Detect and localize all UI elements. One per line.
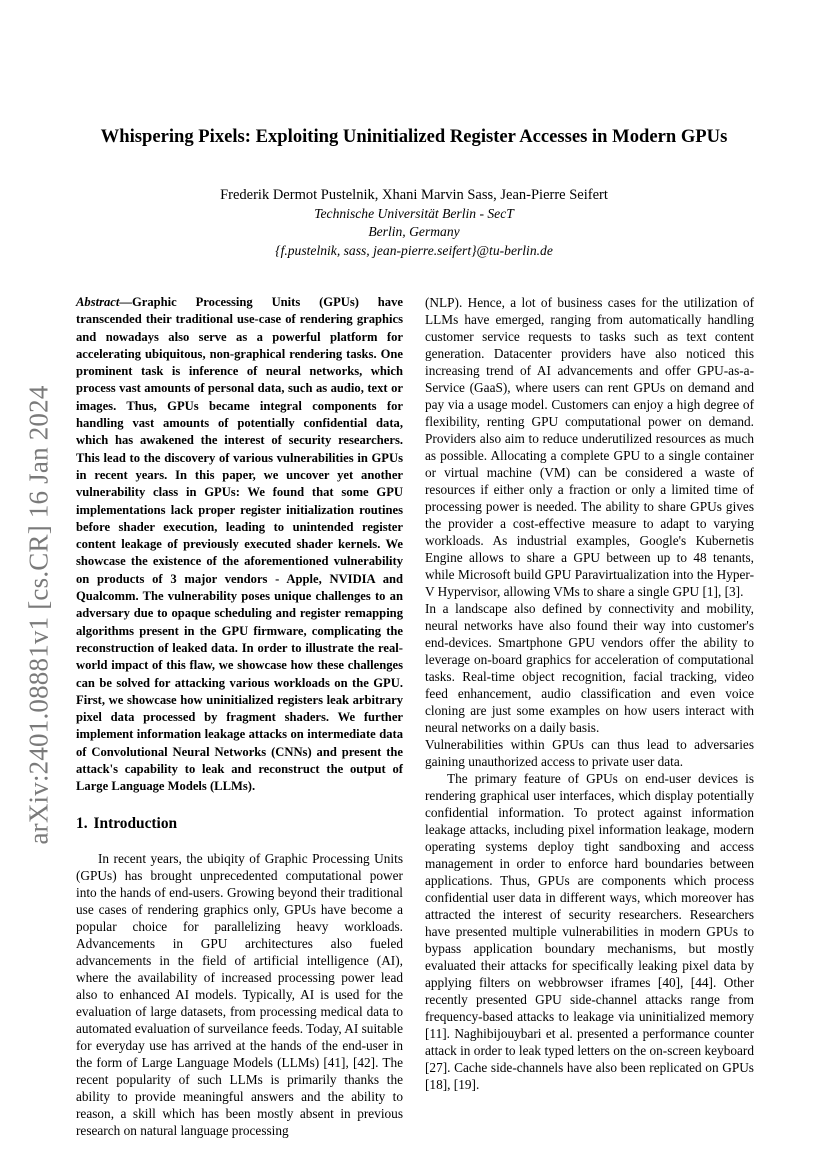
section-number: 1. bbox=[76, 814, 88, 832]
author-location: Berlin, Germany bbox=[368, 224, 460, 240]
section-heading bbox=[76, 815, 403, 832]
section-title: Introduction bbox=[93, 814, 178, 832]
abstract-text: —Graphic Processing Units (GPUs) have transcended their traditional use-case of rendering graphics and nowadays also serve as a powerful platform for accelerating ubiquitous, non-graphical rendering tasks. One prominent task is inference of neural networks, which process vast amounts of personal data, such as audio, text or images. Thus, GPUs became integral components for handling vast amounts of potentially confidential data, which has awakened the interest of security researchers. This lead to the discovery of various vulnerabilities in GPUs in recent years. In this paper, we uncover yet another vulnerability class in GPUs: We found that some GPU implementations lack proper register initialization routines before shader execution, leading to unintended register content leakage of previously executed shader kernels. We showcase the existence of the aforementioned vulnerability on products of 3 major vendors - Apple, NVIDIA and Qualcomm. The vulnerability poses unique challenges to an adversary due to opaque scheduling and register remapping algorithms present in the GPU firmware, complicating the reconstruction of leaked data. In order to illustrate the real-world impact of this flaw, we showcase how these challenges can be solved for attacking various workloads on the GPU. First, we showcase how uninitialized registers leak arbitrary pixel data processed by fragment shaders. We further implement information leakage attacks on intermediate data of Convolutional Neural Networks (CNNs) and present the attack's capability to leak and reconstruct the output of Large Language Models (LLMs). bbox=[76, 295, 403, 794]
paragraph: In recent years, the ubiqity of Graphic Processing Units (GPUs) has brought unprecedented computational power into the hands of end-users. Growing beyond their traditional use cases of rendering graphics only, GPUs have become a popular choice for parallelizing heavy workloads. Advancements in GPU architectures also fueled advancements in the field of artificial intelligence (AI), where the availability of increased processing power lead also to enhanced AI models. Typically, AI is used for the evaluation of large datasets, from processing medical data to automated evaluation of surveilance feeds. Today, AI suitable for everyday use has arrived at the hands of the end-user in the form of Large Language Models (LLMs) [41], [42]. The recent popularity of such LLMs is primarily thanks the ability to provide meaningful answers and the ability to reason, a skill which has been mostly absent in previous research on natural language processing bbox=[76, 850, 403, 1138]
arxiv-identifier bbox=[14, 380, 64, 850]
paragraph-continued: (NLP). Hence, a lot of business cases for the utilization of LLMs have emerged, ranging from automatically handling customer service requests to tasks such as text content generation. Datacenter providers have also noticed this increasing trend of AI advancements and offer GPU-as-a-Service (GaaS), where users can rent GPUs on demand and pay via a usage model. Customers can enjoy a high degree of flexibility, renting GPU computational power on demand. Providers also aim to reduce underutilized resources as much as possible. Allocating a complete GPU to a single container or virtual machine (VM) can be considered a waste of resources if either only a fraction or only a limited time of processing power is needed. The ability to share GPUs gives the provider a cost-effective measure to adapt to varying workloads. As industrial examples, Google's Kubernetis Engine allows to share a GPU between up to 48 tenants, while Microsoft build GPU Paravirtualization into the Hyper-V Hypervisor, allowing VMs to share a single GPU [1], [3]. bbox=[425, 295, 754, 599]
author-email: {f.pustelnik, sass, jean-pierre.seifert}@tu-berlin.de bbox=[275, 242, 553, 258]
author-names: Frederik Dermot Pustelnik, Xhani Marvin Sass, Jean-Pierre Seifert bbox=[220, 187, 608, 203]
right-column bbox=[425, 294, 754, 1093]
abstract-label: Abstract bbox=[76, 295, 120, 309]
author-block bbox=[0, 186, 828, 260]
paragraph: The primary feature of GPUs on end-user devices is rendering graphical user interfaces, which display potentially confidential information. To protect against information leakage attacks, including pixel information leakage, modern operating systems deploy tight sandboxing and access management in order to enforce hard boundaries between applications. Thus, GPUs are components which process confidential user data in different ways, which moreover has attracted the interest of security researchers. Researchers have presented multiple vulnerabilities in modern GPUs to bypass application boundary mechanisms, but mostly evaluated their attacks for specifically leaking pixel data by applying filters on webbrowser iframes [40], [44]. Other recently presented GPU side-channel attacks range from frequency-based attacks to leakage via uninitialized memory [11]. Naghibijouybari et al. presented a performance counter attack in order to leak typed letters on the on-screen keyboard [27]. Cache side-channels have also been replicated on GPUs [18], [19]. bbox=[425, 771, 754, 1092]
left-column bbox=[76, 294, 403, 1139]
paragraph: In a landscape also defined by connectivity and mobility, neural networks have also found their way into customer's end-devices. Smartphone GPU vendors offer the ability to leverage on-board graphics for acceleration of computational tasks. Real-time object recognition, facial tracking, video feed enhancement, audio classification and even voice cloning are just some examples on how users interact with neural networks on a daily basis. bbox=[425, 601, 754, 735]
paper-title: Whispering Pixels: Exploiting Uninitialized Register Accesses in Modern GPUs bbox=[100, 126, 728, 147]
paragraph: Vulnerabilities within GPUs can thus lead to adversaries gaining unauthorized access to private user data. bbox=[425, 737, 754, 769]
author-affiliation: Technische Universität Berlin - SecT bbox=[314, 205, 514, 221]
abstract bbox=[76, 294, 403, 796]
arxiv-identifier-text: arXiv:2401.08881v1 [cs.CR] 16 Jan 2024 bbox=[23, 385, 54, 845]
